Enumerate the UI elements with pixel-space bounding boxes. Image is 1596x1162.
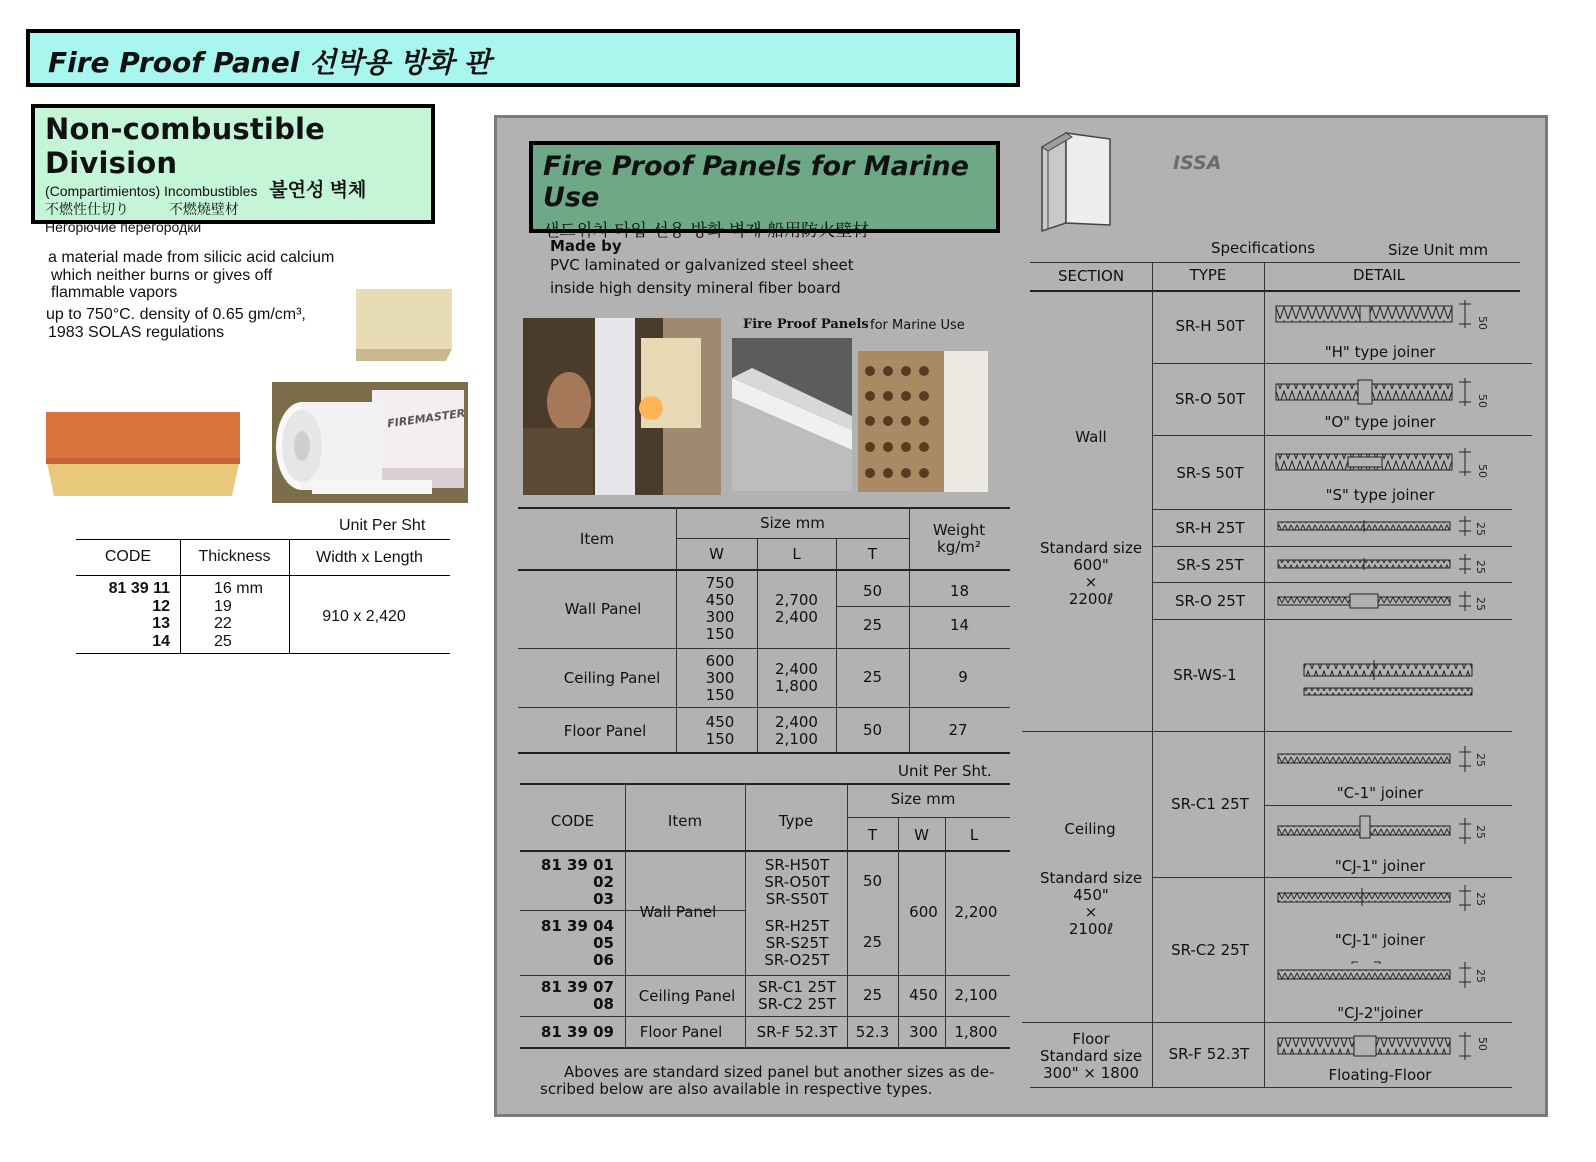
code-value: 06 (593, 951, 614, 969)
type-value: SR-O25T (764, 951, 830, 969)
dim-label: 25 (1474, 892, 1487, 906)
nc-japanese-2: 不燃燒壁材 (168, 201, 239, 217)
left-thickness: 22 (214, 615, 232, 632)
type-group-3 (745, 979, 849, 1013)
detail-caption: "O" type joiner (1324, 413, 1436, 431)
photo-caption-b: for Marine Use (870, 318, 965, 333)
spec-type: SR-S 25T (1176, 556, 1244, 574)
code-th-type: Type (778, 812, 814, 830)
made-by-line-1: PVC laminated or galvanized steel sheet (550, 256, 854, 274)
spec-type: SR-C2 25T (1171, 941, 1249, 959)
code-value: 08 (593, 995, 614, 1013)
std-size-label: Standard size (1039, 1047, 1143, 1065)
t-group-3: 25 (862, 986, 883, 1004)
dim-label: 50 (1476, 464, 1489, 478)
title-bar (26, 29, 1020, 87)
desc-line-1: a material made from silicic acid calcium (48, 249, 335, 266)
detail-caption: "CJ-2"joiner (1337, 1004, 1423, 1022)
spec-type: SR-WS-1 (1173, 666, 1237, 684)
dim-label: 50 (1476, 1037, 1489, 1051)
left-size-value: 910 x 2,420 (322, 608, 406, 625)
size-th-item: Item (579, 530, 615, 548)
size-l-value: 2,400 (775, 660, 818, 678)
footnote-line-1: Aboves are standard sized panel but another sizes as de- (564, 1063, 995, 1081)
worker-photo (523, 318, 721, 495)
size-l-floor (757, 714, 836, 748)
spec-type: SR-H 50T (1175, 317, 1245, 335)
size-item-wall: Wall Panel (564, 600, 642, 618)
section-wall: Wall (1075, 428, 1107, 446)
left-table-bottom-rule (76, 653, 450, 654)
dim-label: 25 (1474, 825, 1487, 839)
w-wall: 600 (909, 903, 938, 921)
std-size-label: Standard size (1039, 539, 1143, 557)
size-l-value: 2,400 (775, 608, 818, 626)
item-wall-panel: Wall Panel (639, 903, 717, 921)
std-x: × (1084, 573, 1098, 591)
panel-corner-illustration (1036, 127, 1112, 233)
size-l-wall (757, 592, 836, 626)
fiber-board-stack-photo (858, 351, 988, 492)
code-th-t: T (867, 826, 878, 844)
section-ceiling: Ceiling (1064, 820, 1116, 838)
ceiling-std-size (1030, 870, 1152, 938)
t-group-4: 52.3 (855, 1023, 890, 1041)
size-l-ceiling (757, 661, 836, 695)
spec-type: SR-F 52.3T (1168, 1045, 1250, 1063)
panel-section-photo (732, 338, 852, 491)
detail-caption: "CJ-1" joiner (1334, 857, 1426, 875)
nc-title: Non-combustible Division (45, 112, 326, 180)
nc-japanese-1: 不燃性仕切り (45, 201, 129, 217)
std-x: × (1084, 903, 1098, 921)
detail-caption: "C-1" joiner (1336, 784, 1424, 802)
type-group-4: SR-F 52.3T (756, 1023, 838, 1041)
section-floor: Floor (1072, 1030, 1110, 1048)
desc-line-4: up to 750°C. density of 0.65 gm/cm³, (46, 306, 306, 323)
size-w-ceiling (676, 653, 764, 704)
type-value: SR-O50T (764, 873, 830, 891)
size-w-value: 150 (705, 686, 735, 704)
made-by-line-2: inside high density mineral fiber board (550, 279, 841, 297)
dim-label: 25 (1474, 969, 1487, 983)
std-dim: 2200ℓ (1068, 590, 1114, 608)
size-weight-floor: 27 (948, 721, 968, 739)
marine-title: Fire Proof Panels for Marine Use (543, 151, 969, 213)
nc-spanish: (Compartimientos) Incombustibles (45, 183, 258, 199)
type-group-1 (745, 857, 849, 908)
unit-per-sht-label: Unit Per Sht (339, 517, 426, 534)
size-item-floor: Floor Panel (563, 722, 647, 740)
left-code: 14 (152, 632, 170, 650)
code-value: 81 39 07 (540, 978, 614, 996)
size-l-value: 1,800 (775, 677, 818, 695)
t-group-1: 50 (862, 872, 883, 890)
code-group-1 (530, 857, 614, 908)
left-code-col (76, 580, 170, 650)
size-w-value: 150 (705, 625, 735, 643)
left-thickness: 19 (214, 597, 232, 615)
size-item-ceiling: Ceiling Panel (563, 669, 661, 687)
size-l-value: 2,400 (775, 713, 818, 731)
w-group-3: 450 (909, 986, 938, 1004)
left-table-header-rule (76, 575, 450, 576)
spec-type: SR-O 50T (1175, 390, 1245, 408)
code-value: 81 39 01 (540, 856, 614, 874)
size-th-w: W (709, 545, 724, 563)
issa-label: ISSA (1173, 152, 1222, 174)
detail-caption: "CJ-1" joiner (1334, 931, 1426, 949)
size-weight-wall-2: 14 (949, 616, 970, 634)
size-t-floor: 50 (862, 721, 883, 739)
nc-korean: 불연성 벽체 (269, 180, 367, 201)
non-combustible-box (31, 104, 435, 235)
type-value: SR-C1 25T (758, 978, 836, 996)
spec-th-detail: DETAIL (1352, 266, 1406, 284)
code-group-3 (530, 979, 614, 1013)
code-th-l: L (969, 826, 979, 844)
left-th-size: Width x Length (316, 549, 423, 566)
spec-th-type: TYPE (1189, 266, 1227, 284)
left-code: 12 (152, 597, 170, 615)
size-t-ceiling: 25 (862, 668, 883, 686)
spec-type: SR-H 25T (1175, 519, 1245, 537)
left-thickness: 16 mm (214, 580, 263, 597)
type-value: SR-S25T (765, 934, 829, 952)
size-weight-wall-1: 18 (949, 582, 970, 600)
std-dim: 600" (1073, 556, 1109, 574)
std-dim: 300" × 1800 (1043, 1064, 1139, 1082)
unit-per-sht-right: Unit Per Sht. (898, 762, 992, 780)
made-by-label: Made by (550, 237, 622, 255)
item-floor-panel: Floor Panel (639, 1023, 723, 1041)
dim-label: 50 (1476, 316, 1489, 330)
dim-label: 25 (1474, 522, 1487, 536)
detail-caption: "H" type joiner (1324, 343, 1436, 361)
size-w-wall (676, 575, 764, 643)
left-table-top-rule (76, 539, 450, 540)
size-w-value: 750 (705, 574, 735, 592)
l-wall: 2,200 (954, 903, 998, 921)
left-code: 81 39 11 (108, 580, 170, 597)
spec-type: SR-S 50T (1176, 464, 1244, 482)
t-group-2: 25 (862, 933, 883, 951)
std-size-label: Standard size (1039, 869, 1143, 887)
code-value: 05 (593, 934, 614, 952)
item-ceiling-panel: Ceiling Panel (638, 987, 736, 1005)
code-group-2 (530, 918, 614, 969)
code-group-4: 81 39 09 (540, 1023, 614, 1041)
desc-line-3: flammable vapors (51, 284, 178, 301)
left-thickness-col (214, 580, 263, 650)
desc-line-5: 1983 SOLAS regulations (48, 324, 225, 341)
page-title: Fire Proof Panel 선박용 방화 판 (48, 46, 491, 79)
left-th-thickness: Thickness (198, 548, 271, 565)
spec-type: SR-C1 25T (1171, 795, 1249, 813)
size-th-t: T (867, 545, 878, 563)
std-dim: 2100ℓ (1068, 920, 1114, 938)
spec-th-section: SECTION (1057, 267, 1125, 285)
size-w-value: 300 (705, 608, 735, 626)
size-w-value: 150 (705, 730, 735, 748)
desc-line-2: which neither burns or gives off (51, 267, 273, 284)
std-dim: 450" (1073, 886, 1109, 904)
size-t-wall-2: 25 (862, 616, 883, 634)
code-value: 81 39 04 (540, 917, 614, 935)
size-l-value: 2,700 (775, 591, 818, 609)
dim-label: 50 (1476, 394, 1489, 408)
left-code: 13 (152, 615, 170, 632)
spec-type: SR-O 25T (1175, 592, 1245, 610)
footnote-line-2: scribed below are also available in respective types. (540, 1080, 933, 1098)
l-group-3: 2,100 (954, 986, 998, 1004)
size-w-value: 450 (705, 713, 735, 731)
dim-label: 25 (1474, 753, 1487, 767)
size-w-value: 600 (705, 652, 735, 670)
size-w-value: 450 (705, 591, 735, 609)
code-value: 03 (593, 890, 614, 908)
panel-sample-image (46, 412, 240, 497)
photo-caption-a: Fire Proof Panels (743, 317, 869, 332)
code-th-w: W (914, 826, 929, 844)
size-l-value: 2,100 (775, 730, 818, 748)
size-w-value: 300 (705, 669, 735, 687)
code-th-code: CODE (550, 812, 595, 830)
code-th-size: Size mm (890, 790, 956, 808)
wall-std-size (1030, 540, 1152, 608)
size-weight-ceiling: 9 (958, 668, 968, 686)
size-t-wall-1: 50 (862, 582, 883, 600)
type-group-2 (745, 918, 849, 969)
marine-title-box (529, 141, 1000, 241)
size-w-floor (676, 714, 764, 748)
nc-russian: Негорючие перегородки (45, 219, 202, 235)
w-group-4: 300 (909, 1023, 938, 1041)
dim-label: 25 (1474, 560, 1487, 574)
left-thickness: 25 (214, 632, 232, 650)
firemaster-label: FIREMASTER (386, 406, 466, 431)
floor-std-size (1030, 1031, 1152, 1082)
marine-subtitle: 샌드위치 타입 선용 방화 벽재 船用防火壁材 (543, 221, 870, 241)
size-th-l: L (792, 545, 801, 563)
joiner-detail-diagrams (1264, 292, 1532, 1087)
dim-label: 25 (1474, 597, 1487, 611)
l-group-4: 1,800 (954, 1023, 998, 1041)
size-th-weight: Weight kg/m² (932, 521, 986, 556)
type-value: SR-C2 25T (758, 995, 836, 1013)
type-value: SR-S50T (765, 890, 829, 908)
spec-header-unit: Size Unit mm (1388, 241, 1489, 259)
left-th-code: CODE (104, 548, 152, 565)
type-value: SR-H50T (764, 856, 830, 874)
size-th-size: Size mm (760, 514, 825, 532)
board-sample-image (356, 289, 452, 369)
code-th-item: Item (667, 812, 703, 830)
spec-header-specs: Specifications (1211, 239, 1316, 257)
detail-caption: "S" type joiner (1325, 486, 1435, 504)
type-value: SR-H25T (764, 917, 830, 935)
fiber-roll-image (272, 382, 468, 503)
code-value: 02 (593, 873, 614, 891)
detail-caption: Floating-Floor (1328, 1066, 1432, 1084)
